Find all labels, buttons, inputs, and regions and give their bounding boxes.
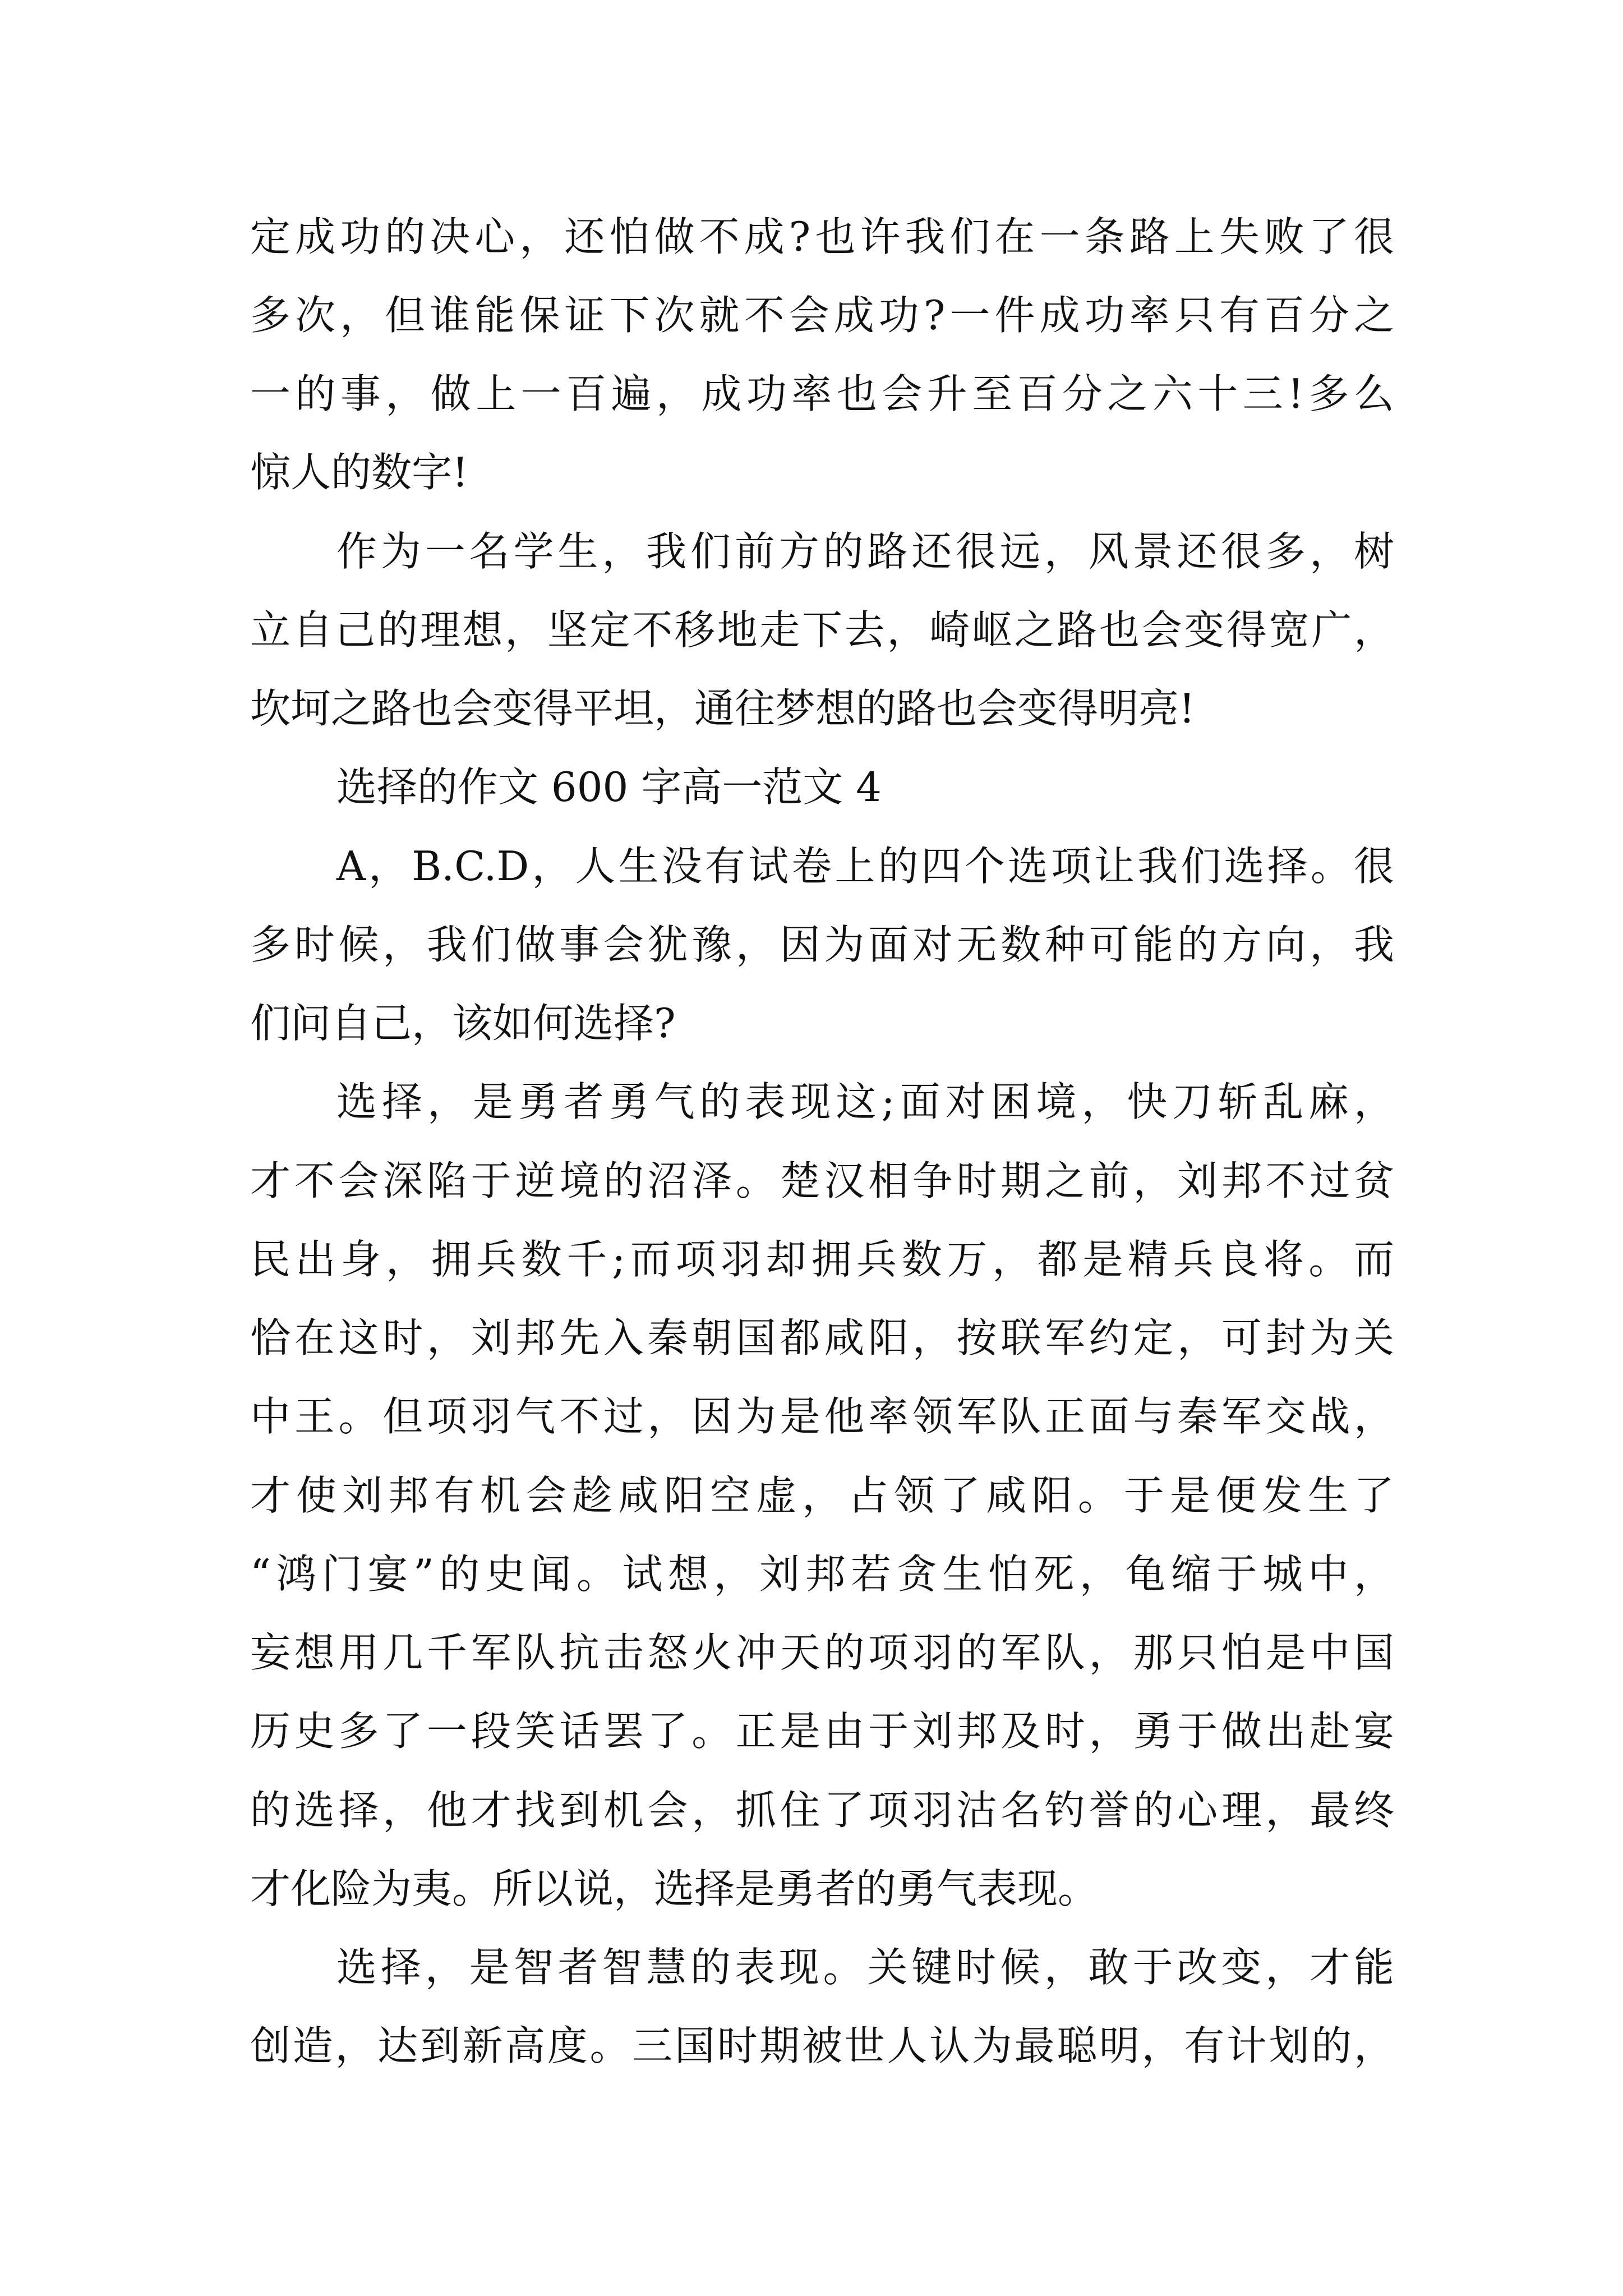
text-line: 一的事，做上一百遍，成功率也会升至百分之六十三!多么	[250, 370, 1394, 417]
text-line: 立自己的理想，坚定不移地走下去，崎岖之路也会变得宽广，	[250, 606, 1394, 654]
text-line: A，B.C.D，人生没有试卷上的四个选项让我们选择。很	[336, 843, 1394, 890]
text-line: 才不会深陷于逆境的沼泽。楚汉相争时期之前，刘邦不过贫	[250, 1157, 1394, 1204]
text-line: 的选择，他才找到机会，抓住了项羽沽名钓誉的心理，最终	[250, 1787, 1394, 1834]
text-line: 民出身，拥兵数千;而项羽却拥兵数万，都是精兵良将。而	[250, 1236, 1394, 1283]
text-line: 恰在这时，刘邦先入秦朝国都咸阳，按联军约定，可封为关	[250, 1314, 1394, 1361]
text-line: 惊人的数字!	[250, 449, 468, 496]
text-line: 创造，达到新高度。三国时期被世人认为最聪明，有计划的，	[250, 2022, 1394, 2069]
text-line: 定成功的决心，还怕做不成?也许我们在一条路上失败了很	[250, 213, 1394, 260]
text-line: 选择，是勇者勇气的表现这;面对困境，快刀斩乱麻，	[336, 1078, 1394, 1125]
text-line: 多次，但谁能保证下次就不会成功?一件成功率只有百分之	[250, 292, 1394, 339]
text-line: 中王。但项羽气不过，因为是他率领军队正面与秦军交战，	[250, 1393, 1394, 1440]
text-line: 才使刘邦有机会趁咸阳空虚，占领了咸阳。于是便发生了	[250, 1472, 1394, 1519]
text-line: 作为一名学生，我们前方的路还很远，风景还很多，树	[336, 528, 1394, 575]
text-line: 才化险为夷。所以说，选择是勇者的勇气表现。	[250, 1865, 1099, 1912]
text-line: 坎坷之路也会变得平坦，通往梦想的路也会变得明亮!	[250, 685, 1195, 732]
text-line: 多时候，我们做事会犹豫，因为面对无数种可能的方向，我	[250, 921, 1394, 968]
section-heading: 选择的作文 600 字高一范文 4	[336, 763, 882, 811]
text-line: 们问自己，该如何选择?	[250, 1000, 676, 1047]
text-line: “鸿门宴”的史闻。试想，刘邦若贪生怕死，龟缩于城中，	[250, 1550, 1394, 1598]
text-line: 妄想用几千军队抗击怒火冲天的项羽的军队，那只怕是中国	[250, 1629, 1394, 1676]
text-line: 选择，是智者智慧的表现。关键时候，敢于改变，才能	[336, 1944, 1394, 1991]
text-line: 历史多了一段笑话罢了。正是由于刘邦及时，勇于做出赴宴	[250, 1708, 1394, 1755]
